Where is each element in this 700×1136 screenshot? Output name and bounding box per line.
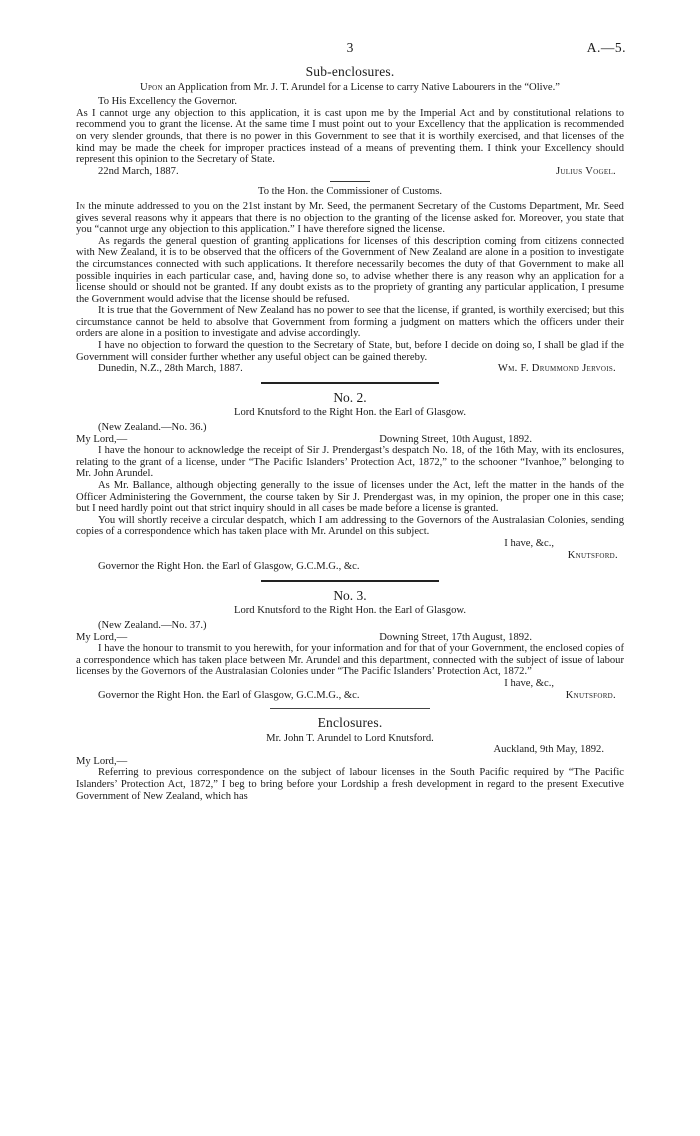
enclosure-salutation: My Lord,— — [76, 755, 128, 767]
to-governor: To His Excellency the Governor. — [98, 96, 237, 108]
page-number: 3 — [346, 40, 354, 55]
no3-closing: I have, &c., — [504, 677, 554, 689]
jervois-signature: Wm. F. Drummond Jervois. — [497, 363, 616, 375]
no3-reference: (New Zealand.—No. 37.) — [98, 619, 207, 631]
no3-salutation: My Lord,— — [76, 631, 128, 643]
no3-title: Lord Knutsford to the Right Hon. the Earl of Glasgow. — [233, 605, 467, 617]
no2-title: Lord Knutsford to the Right Hon. the Earl of Glasgow. — [233, 407, 467, 419]
no2-place-date: Downing Street, 10th August, 1892. — [379, 433, 532, 445]
jervois-paragraph-4: I have no objection to forward the question to the Secretary of State, but, before I decide on doing so, I shall be glad if the Government will consider further whether any useful object can be gained thereby. — [76, 340, 624, 363]
jervois-p1-lead: In — [76, 200, 86, 212]
jervois-paragraph-3: It is true that the Government of New Zealand has no power to see that the license, if granted, is worthily exercised; but this circumstance cannot be held to absolve that Government from forming a judgment on matters which the officers under their orders are alone in a position to investigate and advise accordingly. — [76, 305, 624, 340]
no3-salutation-line — [76, 632, 624, 644]
jervois-paragraph-1 — [76, 201, 624, 236]
no2-closing: I have, &c., — [504, 537, 554, 549]
no3-number: No. 3. — [333, 587, 367, 603]
page-header — [76, 42, 624, 62]
jervois-signoff — [76, 363, 624, 375]
vogel-signoff — [76, 166, 624, 178]
no2-paragraph-3: You will shortly receive a circular despatch, which I am addressing to the Governors of the Australasian Colonies, sending copies of a correspondence which has taken place with Mr. Arundel on this subject. — [76, 514, 624, 538]
no3-place-date: Downing Street, 17th August, 1892. — [379, 631, 532, 643]
application-title-lead: Upon — [140, 81, 163, 93]
jervois-date: Dunedin, N.Z., 28th March, 1887. — [98, 363, 243, 375]
to-commissioner: To the Hon. the Commissioner of Customs. — [257, 186, 443, 198]
sub-enclosures-heading: Sub-enclosures. — [305, 64, 395, 79]
no3-signature: Knutsford. — [565, 689, 616, 701]
no2-salutation-line — [76, 434, 624, 446]
document-page — [76, 42, 624, 802]
enclosure-paragraph-1: Referring to previous correspondence on the subject of labour licenses in the South Pacific required by “The Pacific Islanders’ Protection Act, 1872,” I beg to bring before your Lordship a fresh development in regard to the present Executive Government of New Zealand, which has — [76, 767, 624, 802]
no2-signature: Knutsford. — [567, 549, 618, 561]
no2-addressee: Governor the Right Hon. the Earl of Glasgow, G.C.M.G., &c. — [98, 561, 360, 573]
no3-paragraph-1: I have the honour to transmit to you herewith, for your information and for that of your Government, the enclosed copies of a correspondence which has taken place between Mr. Arundel and this department, connected with the subject of issue of labour licenses by the Governors of the Australasian Colonies under “The Pacific Islanders’ Protection Act, 1872.” — [76, 643, 624, 678]
no3-addressee: Governor the Right Hon. the Earl of Glasgow, G.C.M.G., &c. — [98, 689, 360, 701]
no2-reference: (New Zealand.—No. 36.) — [98, 422, 207, 434]
jervois-p1-text: the minute addressed to you on the 21st instant by Mr. Seed, the permanent Secretary of the Customs Department, Mr. Seed gives several reasons why it appears that there is no objection to the granting of the license asked for. Moreover, you state that you “cannot urge any objection to this application.” I have therefore signed the license. — [76, 200, 624, 236]
section-divider — [330, 181, 370, 182]
enclosure-title: Mr. John T. Arundel to Lord Knutsford. — [266, 732, 434, 744]
no2-number: No. 2. — [333, 389, 367, 405]
section-divider — [270, 708, 430, 709]
enclosure-place-date: Auckland, 9th May, 1892. — [493, 744, 604, 756]
section-divider-thick — [261, 382, 439, 384]
no2-paragraph-1: I have the honour to acknowledge the receipt of Sir J. Prendergast’s despatch No. 18, of the 16th May, with its enclosures, relating to the grant of a license, under “The Pacific Islanders’ Protection Act, 1872,” to the schooner “Ivanhoe,” belonging to Mr. John Arundel. — [76, 445, 624, 480]
no2-salutation: My Lord,— — [76, 433, 128, 445]
enclosures-heading: Enclosures. — [317, 715, 383, 731]
paper-reference: A.—5. — [586, 40, 626, 55]
vogel-date: 22nd March, 1887. — [98, 165, 179, 177]
no3-addressee-line — [76, 690, 624, 702]
section-divider-thick — [261, 580, 439, 582]
vogel-signature: Julius Vogel. — [555, 165, 616, 177]
application-title-text: an Application from Mr. J. T. Arundel for a License to carry Native Labourers in the “Olive.” — [165, 81, 560, 93]
application-title — [76, 82, 624, 94]
vogel-minute-body: As I cannot urge any objection to this application, it is cast upon me by the Imperial Act and by constitutional relations to recommend you to grant the license. At the same time I must point out to your Excellency that the application is recommended on very slender grounds, that there is no power in this Government to see that it is worthily exercised, and that licenses of the kind may be made the cheek for improper practices instead of a means of preventing them. I think your Excellency should represent this opinion to the Secretary of State. — [76, 107, 624, 166]
jervois-paragraph-2: As regards the general question of granting applications for licenses of this description coming from citizens connected with New Zealand, it is to be observed that the officers of the Government of New Zealand are alone in a position to investigate the circumstances connected with such applications. It therefore necessarily becomes the duty of that Government to make all possible inquiries in each particular case, and, having done so, to advise whether there is any reason why an application for a license should or should not be granted. If any doubt exists as to the propriety of granting any particular application, I presume the Government would advise that the license should be refused. — [76, 235, 624, 305]
no2-paragraph-2: As Mr. Ballance, although objecting generally to the issue of licenses under the Act, left the matter in the hands of the Officer Administering the Government, the course taken by Sir J. Prendergast was, in my opinion, the proper one in this case; but I need hardly point out that strict inquiry should in all cases be made before a license is granted. — [76, 480, 624, 515]
